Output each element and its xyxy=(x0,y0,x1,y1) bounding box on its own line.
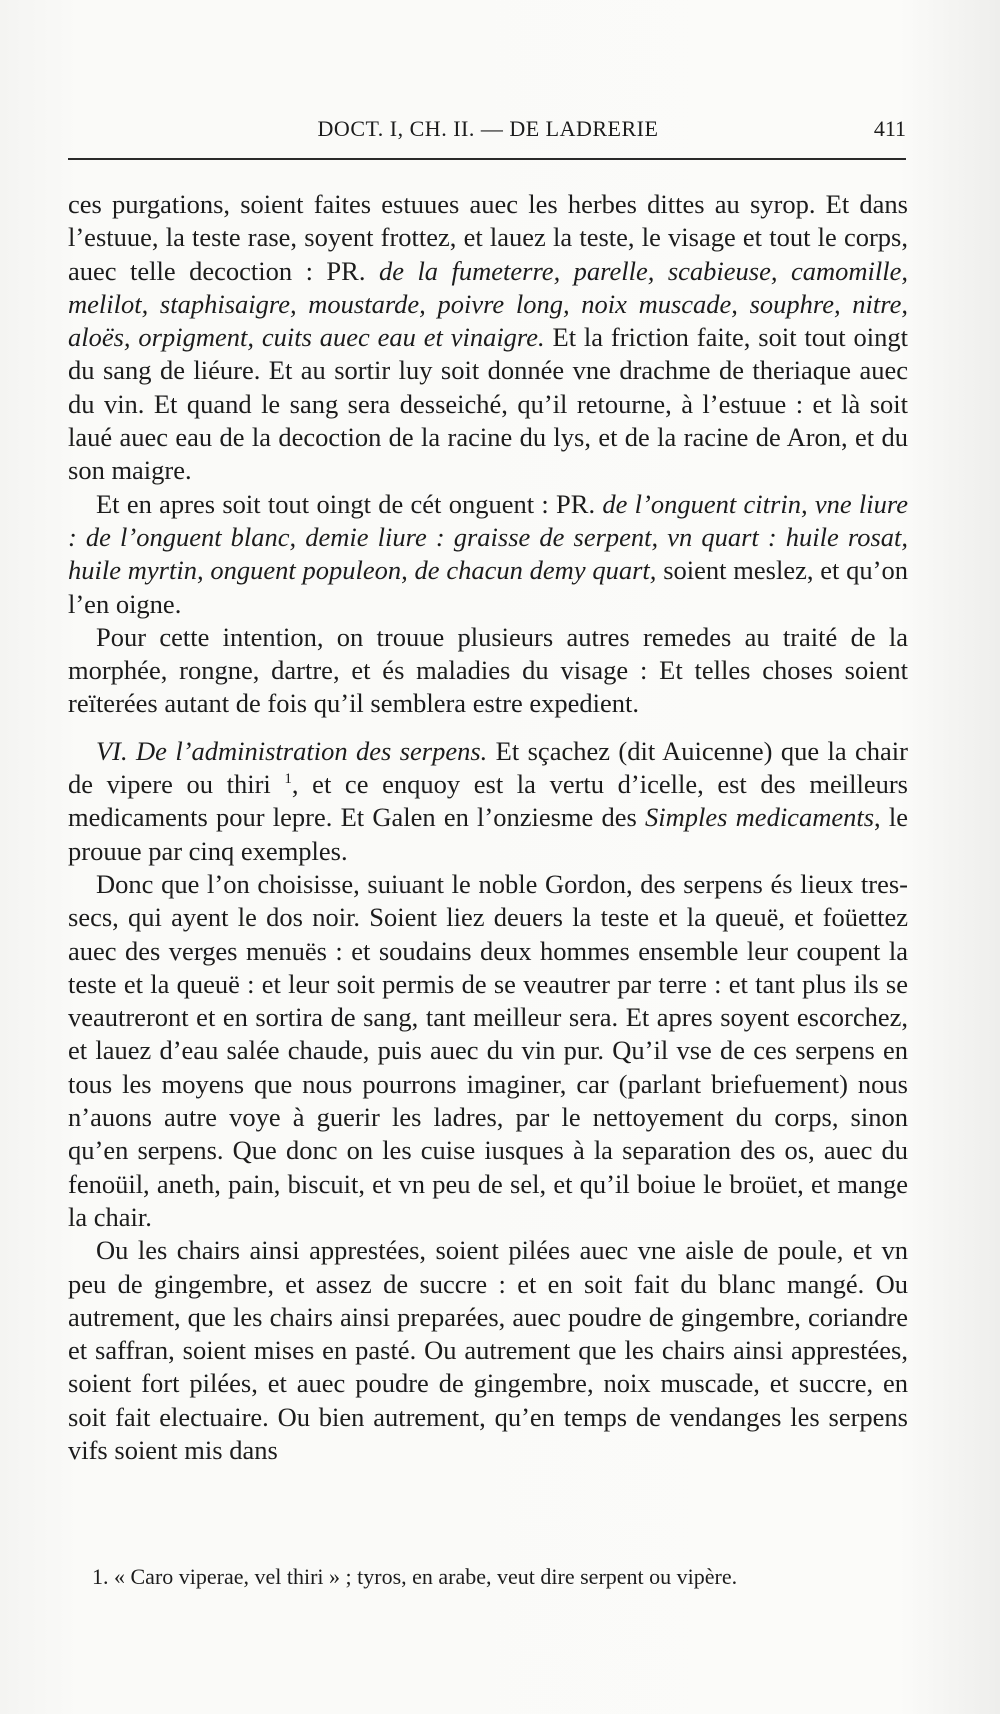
section-vi-text-e: , le prouue par cinq exemples. xyxy=(68,802,908,866)
section-vi-text-c: , et ce enquoy est la vertu d’icelle, est des meilleurs medicaments pour lepre. Et Galen en l’onziesme des xyxy=(68,769,908,833)
paragraph-3: Pour cette intention, on trouue plusieurs autres remedes au traité de la morphée, rongne, dartre, et és maladies du visage : Et telles choses soient reïterées autant de fois qu’il semblera estre expedient. xyxy=(68,621,908,719)
section-vi-text-b: Et sçachez (dit Auicenne) que la chair de vipere ou thiri xyxy=(68,735,908,800)
section-vi-heading: VI. De l’administration des serpens. xyxy=(96,735,488,766)
paragraph-2-text-c: soient meslez, et qu’on l’en oigne. xyxy=(68,555,909,619)
paragraph-2-text-a: Et en apres soit tout oingt de cét onguent : PR. xyxy=(96,488,603,519)
paragraph-6: Ou les chairs ainsi apprestées, soient pilées auec vne aisle de poule, et vn peu de gingembre, et assez de succre : et en soit fait du blanc mangé. Ou autrement, que les chairs ainsi preparées, auec poudre de gingembre, coriandre et saffran, soient mises en pasté. Ou autrement que les chairs ainsi apprestées, soient fort pilées, et auec poudre de gingembre, noix muscade, et succre, en soit fait electuaire. Ou bien autrement, qu’en temps de vendanges les serpens vifs soient mis dans xyxy=(68,1235,908,1465)
paragraph-1-text-c: Et la friction faite, soit tout oingt du sang de liéure. Et au sortir luy soit donnée vne drachme de theriaque auec du vin. Et quand le sang sera desseiché, qu’il retourne, à l’estuue : et là soit laué auec eau de la decoction de la racine du lys, et de la racine de Aron, et du son maigre. xyxy=(68,322,908,486)
page-header xyxy=(70,110,906,150)
running-title: DOCT. I, CH. II. — DE LADRERIE xyxy=(317,116,659,141)
paragraph-1-recipe: de la fumeterre, parelle, scabieuse, camomille, melilot, staphisaigre, moustarde, poivre long, noix muscade, souphre, nitre, aloës, orpigment, cuits auec eau et vinaigre. xyxy=(68,255,908,353)
section-vi-paragraph xyxy=(68,735,908,868)
paragraph-2-recipe: de l’onguent citrin, vne liure : de l’onguent blanc, demie liure : graisse de serpent, vn quart : huile rosat, huile myrtin, onguent populeon, de chacun demy quart, xyxy=(68,488,909,586)
footnote-reference[interactable]: 1 xyxy=(284,771,292,788)
paragraph-2 xyxy=(68,488,908,621)
body-text xyxy=(68,188,908,1467)
page-number: 411 xyxy=(873,116,906,141)
paragraph-1 xyxy=(68,188,908,488)
header-rule xyxy=(68,158,906,160)
paragraph-1-text-a: ces purgations, soient faites estuues auec les herbes dittes au syrop. Et dans l’estuue, la teste rase, soyent frottez, et lauez la teste, le visage et tout le corps, auec telle decoction : PR. xyxy=(68,189,908,286)
book-title-simples-medicaments: Simples medicaments xyxy=(645,802,875,833)
footnote: 1. « Caro viperae, vel thiri » ; tyros, en arabe, veut dire serpent ou vipère. xyxy=(92,1564,738,1589)
paragraph-5: Donc que l’on choisisse, suiuant le noble Gordon, des serpens és lieux tres-secs, qui ayent le dos noir. Soient liez deuers la teste et la queuë, et foüettez auec des verges menuës : et soudains deux hommes ensemble leur coupent la teste et la queuë : et leur soit permis de se veautrer par terre : et tant plus ils se veautreront et en sortira de sang, tant meilleur sera. Et apres soyent escorchez, et lauez d’eau salée chaude, puis auec du vin pur. Qu’il vse de ces serpens en tous les moyens que nous pourrons imaginer, car (parlant briefuement) nous n’auons autre voye à guerir les ladres, par le nettoyement du corps, sinon qu’en serpens. Que donc on les cuise iusques à la separation des os, auec du fenoüil, aneth, pain, biscuit, et vn peu de sel, et qu’il boiue le broüet, et mange la chair. xyxy=(68,868,908,1232)
